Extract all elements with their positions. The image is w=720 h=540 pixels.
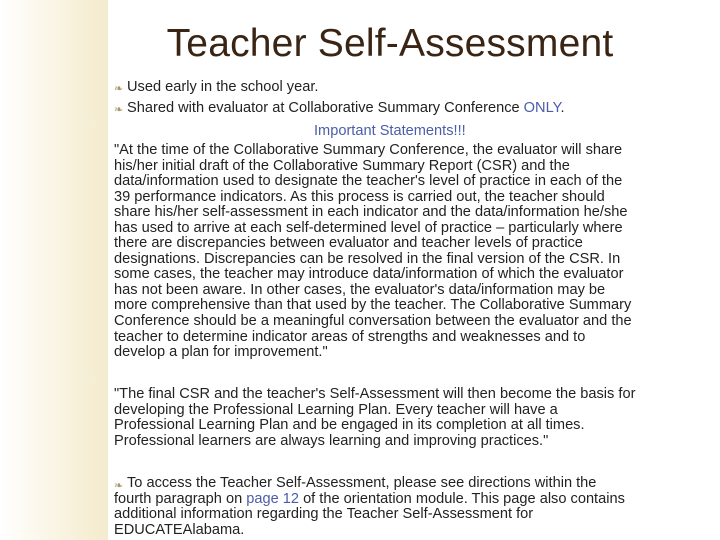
bullet3-line: EDUCATEAlabama. (114, 521, 245, 538)
bullet2-period: . (560, 100, 565, 116)
bullet3-text: of the orientation module. This page also contains (299, 490, 625, 507)
quote-line: Professional Learning Plan and be engaged in its completion at all times. (114, 417, 585, 434)
quote-line: more comprehensive than that used by the teacher. The Collaborative Summary (114, 297, 632, 314)
decorative-side-band (0, 0, 108, 540)
quote-line: "The final CSR and the teacher's Self-Assessment will then become the basis for (114, 386, 636, 402)
bullet-used-early: Used early in the school year. (127, 79, 319, 95)
quote-line: designations. Discrepancies can be resolved in the final version of the CSR. In (114, 250, 621, 267)
quote-line: Conference should be a meaningful conversation between the evaluator and the (114, 313, 632, 330)
bullet-icon: ❧ (114, 83, 124, 95)
quote-line: has used to arrive at each self-determined level of practice – particularly where (114, 219, 623, 236)
quote-line: his/her initial draft of the Collaborative Summary Report (CSR) and the (114, 157, 570, 174)
quote-line: there are discrepancies between evaluator and teacher levels of practice (114, 235, 583, 252)
bullet-icon: ❧ (114, 480, 124, 492)
quote-line: Professional learners are always learning and improving practices." (114, 432, 549, 449)
bullet-icon: ❧ (114, 104, 124, 116)
only-emphasis: ONLY (523, 100, 561, 116)
quote-line: "At the time of the Collaborative Summary Conference, the evaluator will share (114, 142, 623, 158)
page-12-link[interactable]: page 12 (246, 490, 300, 507)
quote-line: some cases, the teacher may introduce data/information of which the evaluator (114, 266, 624, 283)
quote-paragraph-csr (114, 143, 632, 361)
quote-line: teacher to determine indicator areas of strengths and weaknesses and to (114, 328, 586, 345)
quote-line: data/information used to designate the teacher's level of practice in each of the (114, 173, 623, 190)
quote-line: develop a plan for improvement." (114, 344, 328, 361)
quote-line: has not been aware. In other cases, the evaluator's data/information may be (114, 281, 606, 298)
bullet2-text: Shared with evaluator at Collaborative Summary Conference (127, 100, 524, 116)
quote-line: 39 performance indicators. As this process is carried out, the teacher should (114, 188, 605, 205)
quote-paragraph-plp (114, 387, 635, 449)
bullet3-line: To access the Teacher Self-Assessment, please see directions within the (127, 475, 597, 491)
quote-line: developing the Professional Learning Plan. Every teacher will have a (114, 401, 558, 418)
bullet-shared-with-evaluator (127, 101, 565, 117)
bullet-access-self-assessment (114, 476, 625, 538)
bullet3-line: additional information regarding the Teacher Self-Assessment for (114, 506, 534, 523)
bullet3-text: fourth paragraph on (114, 490, 247, 507)
important-statements-header: Important Statements!!! (314, 123, 466, 139)
quote-line: share his/her self-assessment in each indicator and the data/information he/she (114, 204, 628, 221)
bullet3-line (114, 492, 625, 508)
slide-title: Teacher Self-Assessment (166, 22, 614, 65)
